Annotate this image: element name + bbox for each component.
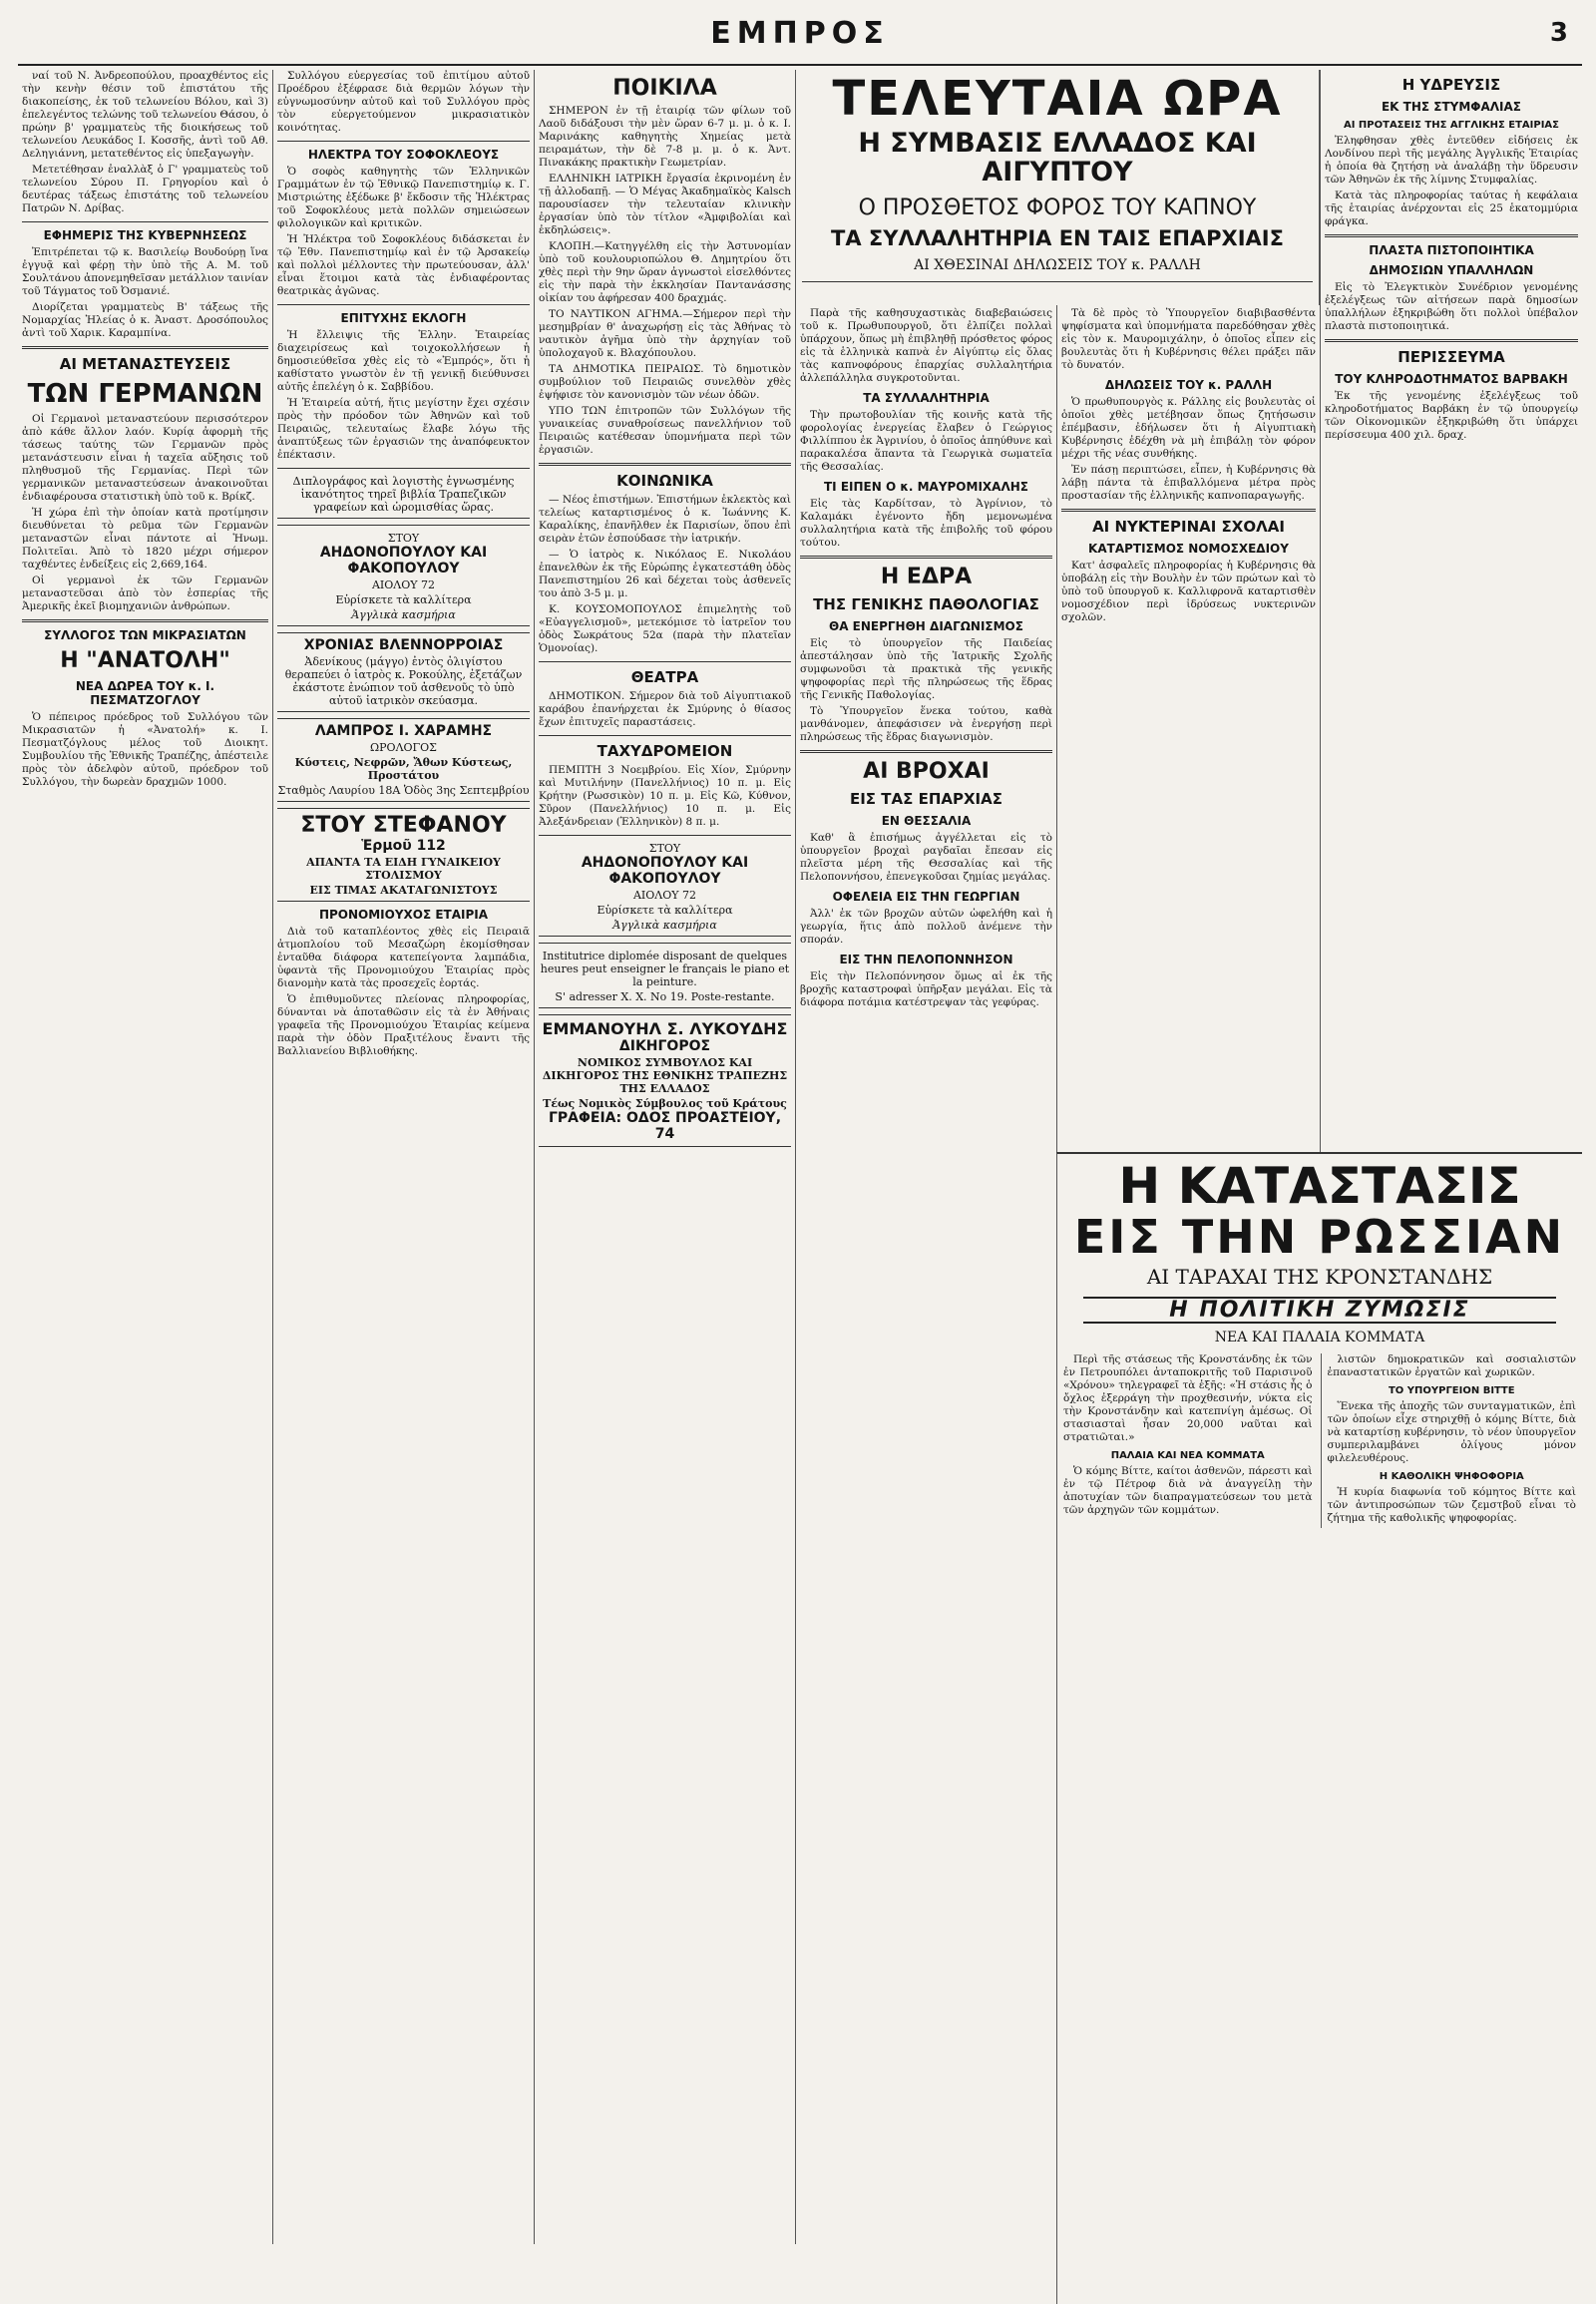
headline-donation: ΝΕΑ ΔΩΡΕΑ ΤΟΥ κ. Ι. ΠΕΣΜΑΤΖΟΓΛΟΥ — [75, 679, 215, 707]
article-text: Τὰ δὲ πρὸς τὸ Ὑπουργεῖον διαβιβασθέντα ψηφίσματα καὶ ὑπομνήματα παρεδόθησαν χθὲς εἰς τὸν κ. Μαυρομιχάλην, ὁ ὁποῖος εἶπεν εἰς βουλευτὰς ὅτι ἡ Κυβέρνησις θέλει πράξει πᾶν τὸ δυνατόν. — [1061, 307, 1316, 371]
advert-title: ΑΗΔΟΝΟΠΟΥΛΟΥ ΚΑΙ ΦΑΚΟΠΟΥΛΟΥ — [319, 545, 488, 576]
article-text: Κ. ΚΟΥΣΟΜΟΠΟΥΛΟΣ ἐπιμελητὴς τοῦ «Εὐαγγελισμοῦ», μετεκόμισε τὸ ἰατρεῖον του ὁδὸς Σωκράτους 52α (παρὰ τὴν πλατεῖαν Ὁμονοίας). — [539, 603, 791, 654]
column-1 — [18, 70, 272, 2244]
advert-doctor — [277, 632, 530, 712]
article-text: ΤΟ ΝΑΥΤΙΚΟΝ ΑΓΗΜΑ.—Σήμερον περὶ τὴν μεσημβρίαν θ' ἀναχωρήσῃ εἰς τὰς Ἀθήνας τὸ ναυτικὸν ἀγῆμα ὑπὸ τὴν ἀρχηγίαν τοῦ ὑπολοχαγοῦ κ. Βλαχόπουλου. — [539, 308, 791, 359]
advert-title: ΧΡΟΝΙΑΣ ΒΛΕΝΝΟΡΡΟΙΑΣ — [303, 637, 504, 653]
columns — [18, 70, 1582, 2244]
advert-address: Ἑρμοῦ 112 — [361, 838, 446, 854]
advert-title: ΕΜΜΑΝΟΥΗΛ Σ. ΛΥΚΟΥΔΗΣ — [542, 1019, 788, 1038]
headline-last-hour: ΤΕΛΕΥΤΑΙΑ ΩΡΑ — [832, 71, 1283, 127]
article-text: Ἐν πάσῃ περιπτώσει, εἶπεν, ἡ Κυβέρνησις θὰ λάβῃ πάντα τὰ ἐπιβαλλόμενα μέτρα πρὸς προστασίαν τῆς ἑλληνικῆς καπνοπαραγωγῆς. — [1061, 464, 1316, 502]
article-text: ΤΑ ΔΗΜΟΤΙΚΑ ΠΕΙΡΑΙΩΣ. Τὸ δημοτικὸν συμβούλιον τοῦ Πειραιῶς συνελθὸν χθὲς ἐψήφισε τὸν κανονισμὸν τῶν νέων ὁδῶν. — [539, 363, 791, 401]
article-text: λιστῶν δημοκρατικῶν καὶ σοσιαλιστῶν ἐπαναστατικῶν ἐργατῶν καὶ χωρικῶν. — [1327, 1352, 1576, 1378]
article-text: Μετετέθησαν ἐναλλὰξ ὁ Γ' γραμματεὺς τοῦ τελωνείου Σύρου Π. Γρηγορίου καὶ ὁ δευτέρας τάξεως ἐπιστάτης τοῦ τελωνείου Πατρῶν Ν. Δρίβας. — [22, 164, 268, 214]
advert-text: ΝΟΜΙΚΟΣ ΣΥΜΒΟΥΛΟΣ ΚΑΙ ΔΙΚΗΓΟΡΟΣ ΤΗΣ ΕΘΝΙΚΗΣ ΤΡΑΠΕΖΗΣ ΤΗΣ ΕΛΛΑΔΟΣ — [542, 1056, 788, 1095]
headline-chair-sub: ΤΗΣ ΓΕΝΙΚΗΣ ΠΑΘΟΛΟΓΙΑΣ — [813, 595, 1039, 613]
advert-title: ΑΗΔΟΝΟΠΟΥΛΟΥ ΚΑΙ ΦΑΚΟΠΟΥΛΟΥ — [581, 855, 749, 887]
headline-forged-certificates: ΠΛΑΣΤΑ ΠΙΣΤΟΠΟΙΗΤΙΚΑ — [1369, 243, 1534, 257]
advert-text: ΑΠΑΝΤΑ ΤΑ ΕΙΔΗ ΓΥΝΑΙΚΕΙΟΥ ΣΤΟΛΙΣΜΟΥ — [306, 856, 501, 882]
article-text: ναί τοῦ Ν. Ἀνδρεοπούλου, προαχθέντος εἰς τὴν κενὴν θέσιν τοῦ ἐπιστάτου τῆς διακοπείσης, ἐκ τοῦ τελωνείου Βόλου, καὶ 3) ἐπελεγέντος τελώνης τοῦ τελωνείου Θάσου, ὁ πρώην β' γραμματεὺς τῆς διοικήσεως τοῦ τελωνείου Λευκάδος Ι. Κοσσῆς, ἀντὶ τοῦ Αθ. Δεληγιάννη, μετατεθέντος εἰς ὑπεξαγωγὴν. — [22, 70, 268, 160]
headline-government-gazette: ΕΦΗΜΕΡΙΣ ΤΗΣ ΚΥΒΕΡΝΗΣΕΩΣ — [43, 228, 247, 242]
headline-universal-suffrage: Η ΚΑΘΟΛΙΚΗ ΨΗΦΟΦΟΡΙΑ — [1379, 1470, 1524, 1482]
headline-witte-ministry: ΤΟ ΥΠΟΥΡΓΕΙΟΝ ΒΙΤΤΕ — [1388, 1384, 1515, 1396]
headline-anatoli: Η "ΑΝΑΤΟΛΗ" — [60, 648, 230, 673]
article-text: Ὁ κόμης Βίττε, καίτοι ἀσθενῶν, πάρεστι καὶ ἐν τῷ Πέτροφ διὰ νὰ ἀναγγείλῃ τὴν ἀποτυχίαν τῶν διαπραγματεύσεων του μετὰ τῶν ἀρχηγῶν τῶν κομμάτων. — [1063, 1464, 1313, 1516]
article-text: Οἱ γερμανοὶ ἐκ τῶν Γερμανῶν μεταναστεῦσαι ἀπὸ τὸν ἑσπερίας τῆς Ἀμερικῆς ἐκεῖ βιομηχανιῶν ἀνθρώπων. — [22, 575, 268, 612]
article-text: Ἐληφθησαν χθὲς ἐντεῦθεν εἰδήσεις ἐκ Λονδίνου περὶ τῆς μεγάλης Ἀγγλικῆς Ἑταιρίας ἡ ὁποία θὰ ζητήσῃ νὰ ἀναλάβῃ τὴν ὕδρευσιν τῶν Ἀθηνῶν ἐκ τῆς λίμνης Στυμφαλίας. — [1325, 135, 1578, 186]
article-text: ΚΛΟΠΗ.—Κατηγγέλθη εἰς τὴν Ἀστυνομίαν ὑπὸ τοῦ κουλουριοπώλου Θ. Δημητρίου ὅτι χθὲς περὶ τὴν 9ην ὥραν ἀγνωστοὶ εἰσελθόντες εἰς τὴν παρὰ τὴν ἐκκλησίαν Παντανάσσης οἰκίαν του ἀφήρεσαν 400 δραχμάς. — [539, 240, 791, 304]
headline-agriculture: ΟΦΕΛΕΙΑ ΕΙΣ ΤΗΝ ΓΕΩΡΓΙΑΝ — [832, 890, 1020, 904]
headline-mavromichalis: ΤΙ ΕΙΠΕΝ Ο κ. ΜΑΥΡΟΜΙΧΑΛΗΣ — [824, 480, 1028, 494]
column-3 — [534, 70, 795, 2244]
headline-rains-sub-2: ΕΝ ΘΕΣΣΑΛΙΑ — [881, 814, 972, 828]
advert-text: Ἀδενίκους (μάγγο) ἐντὸς ὀλιγίστου θεραπεύει ὁ ἰατρὸς κ. Ροκούλης, ἐξετάζων ἐκάστοτε ἐνώπιον τοῦ ἀσθενοῦς τὸ ὑπὸ αὐτοῦ ἰατρικὸν σκεύασμα. — [284, 655, 523, 707]
headline-water-supply-sub: ΕΚ ΤΗΣ ΣΤΥΜΦΑΛΙΑΣ — [1381, 100, 1521, 114]
headline-society: ΚΟΙΝΩΝΙΚΑ — [616, 472, 713, 490]
headline-rains-sub: ΕΙΣ ΤΑΣ ΕΠΑΡΧΙΑΣ — [849, 790, 1002, 808]
advert-subtitle: ΩΡΟΛΟΓΟΣ — [370, 741, 437, 754]
headline-kronstadt: ΑΙ ΤΑΡΑΧΑΙ ΤΗΣ ΚΡΟΝΣΤΑΝΔΗΣ — [1146, 1264, 1493, 1289]
advert-text: S' adresser X. X. No 19. Poste-restante. — [555, 990, 775, 1003]
headline-water-supply: Η ΥΔΡΕΥΣΙΣ — [1401, 76, 1501, 94]
advert-address: Σταθμὸς Λαυρίου 18Α Ὁδὸς 3ης Σεπτεμβρίου — [277, 784, 530, 797]
headline-german-emigration: ΑΙ ΜΕΤΑΝΑΣΤΕΥΣΕΙΣ — [59, 355, 231, 373]
article-text: Οἱ Γερμανοὶ μεταναστεύουν περισσότερον ἀπὸ κάθε ἄλλον λαόν. Κυρίᾳ ἀφορμὴ τῆς τάσεως ταύτης τῶν Γερμανῶν πρὸς μετανάστευσιν εἶναι ἡ ταχεῖα αὔξησις τοῦ πληθυσμοῦ τῆς Γερμανίας. Περὶ τῶν γερμανικῶν μεταναστεύσεων ἀνακοινοῦται ἐνδιαφέρουσα στατιστικὴ ὑπὸ τοῦ κ. Βρίκζ. — [22, 413, 268, 503]
article-text: Περὶ τῆς στάσεως τῆς Κρονστάνδης ἐκ τῶν ἐν Πετρουπόλει ἀνταποκριτῆς τοῦ Παρισινοῦ «Χρόνου» τηλεγραφεῖ τὰ ἑξῆς: «Ἡ στάσις ἧς ὁ ὄχλος ἐξερράγη τὴν προχθεσινήν, νύκτα εἰς τὴν Κρονστάνδην καὶ κατεπνίγη ἀμέσως. Οἱ στασιασταὶ ἦσαν 20,000 ναῦται καὶ στρατιῶται.» — [1063, 1352, 1313, 1443]
advert-text: Διπλογράφος καὶ λογιστὴς ἐγνωσμένης ἱκανότητος τηρεῖ βιβλία Τραπεζικῶν γραφείων καὶ ὡρομισθίας ὥρας. — [292, 475, 515, 514]
advert-text: Τέως Νομικὸς Σύμβουλος τοῦ Κράτους — [543, 1097, 787, 1110]
article-text: Ὁ πέπειρος πρόεδρος τοῦ Συλλόγου τῶν Μικρασιατῶν ἡ «Ἀνατολή» κ. Ι. Πεσματζόγλους μέλος τοῦ Διοικητ. Συμβουλίου τῆς Ἐθνικῆς Τραπέζης, ἀπέστειλε πρὸς τὸν ἀδελφὸν αὐτοῦ, πρόεδρον τοῦ Συλλόγου, τὴν δωρεὰν δραχμῶν 1000. — [22, 711, 268, 788]
article-text: Ἡ Ἠλέκτρα τοῦ Σοφοκλέους διδάσκεται ἐν τῷ Ἐθν. Πανεπιστημίῳ καὶ ἐν τῷ Ἀρσακείῳ καὶ πολλοὶ μέλλοντες τὴν πρωτεύουσαν, ἀλλ' εἶναι ἕτοιμοι κατὰ τὰς ἐνδιαφέροντας θεατρικὰς ἀγῶνας. — [277, 233, 530, 297]
headline-election: ΕΠΙΤΥΧΗΣ ΕΚΛΟΓΗ — [340, 311, 467, 325]
article-text: — Ὁ ἰατρὸς κ. Νικόλαος Ε. Νικολάου ἐπανελθὼν ἐκ τῆς Εὐρώπης ἐγκατεστάθη ὁδὸς Πανεπιστημίου 26 καὶ δέχεται τοὺς ἀσθενεῖς του ἀπὸ 3-5 μ. μ. — [539, 549, 791, 599]
article-text: ΠΕΜΠΤΗ 3 Νοεμβρίου. Εἰς Χίον, Σμύρνην καὶ Μυτιλήνην (Πανελλήνιος) 10 π. μ. Εἰς Κρήτην (Ρωσσικὸν) 10 π. μ. Εἰς Κῶ, Κύθνον, Σῦρον (Πανελλήνιος) 10 π. μ. Εἰς Ἀλεξάνδρειαν (Ἑλληνικὸν) 8 π. μ. — [539, 764, 791, 828]
headline-asia-minor-society: ΣΥΛΛΟΓΟΣ ΤΩΝ ΜΙΚΡΑΣΙΑΤΩΝ — [44, 628, 246, 642]
headline-night-schools: ΑΙ ΝΥΚΤΕΡΙΝΑΙ ΣΧΟΛΑΙ — [1092, 518, 1285, 536]
article-text: Ὁ ἐπιθυμοῦντες πλείονας πληροφορίας, δύνανται νὰ ἀποταθῶσιν εἰς τὰ ἐν Ἀθήναις γραφεῖα τῆς Προνομιούχου Ἑταιρίας κείμενα παρὰ τὴν ὁδὸν Πραξιτέλους ἔναντι τῆς Βαλλιανείου Βιβλιοθήκης. — [277, 993, 530, 1057]
headline-old-new-parties: ΠΑΛΑΙΑ ΚΑΙ ΝΕΑ ΚΟΜΜΑΤΑ — [1110, 1449, 1265, 1461]
headline-parties: ΝΕΑ ΚΑΙ ΠΑΛΑΙΑ ΚΟΜΜΑΤΑ — [1214, 1329, 1425, 1345]
headline-electra: ΗΛΕΚΤΡΑ ΤΟΥ ΣΟΦΟΚΛΕΟΥΣ — [307, 148, 500, 162]
article-text: Ἡ ἔλλειψις τῆς Ἑλλην. Ἑταιρείας διαχειρίσεως καὶ τοιχοκολλήσεων ἡ δημοσιεύθεῖσα χθὲς εἰς τὸ «Ἐμπρός», ὅτι ἡ καθίστατο γνωστὸν ἐν τῇ γενικῇ διεύθυνσει αὐτῆς ἐπελέγη ὁ κ. Σαββίδου. — [277, 329, 530, 393]
headline-convention: Η ΣΥΜΒΑΣΙΣ ΕΛΛΑΔΟΣ ΚΑΙ ΑΙΓΥΠΤΟΥ — [858, 128, 1257, 188]
headline-chair: Η ΕΔΡΑ — [880, 565, 973, 589]
article-text: Τὴν πρωτοβουλίαν τῆς κοινῆς κατὰ τῆς φορολογίας ἐνεργείας ἔλαβεν ὁ Γεώργιος Φιλλίππου ἐκ Ἀγρινίου, ὁ ὁποῖος ἀπηύθυνε καὶ παρακαλέσα ἅπαντα τὰ Γεωργικὰ σωματεῖα τῆς Θεσσαλίας. — [800, 409, 1052, 473]
article-text: Κατὰ τὰς πληροφορίας ταύτας ἡ κεφάλαια τῆς ἑταιρίας ἀνέρχονται εἰς 25 ἑκατομμύρια φράγκα. — [1325, 190, 1578, 227]
headline-miscellany: ΠΟΙΚΙΛΑ — [612, 76, 717, 101]
article-text: Ἐκ τῆς γενομένης ἐξελέγξεως τοῦ κληροδοτήματος Βαρβάκη ἐν τῷ ὑπουργείῳ τῶν Οἰκονομικῶν ἐξηκριβώθη ὅτι ὑπάρχει περίσσευμα 400 χιλ. δραχ. — [1325, 390, 1578, 441]
advert-stefanou — [277, 808, 530, 902]
article-text: Εἰς τὴν Πελοπόννησον ὅμως αἱ ἐκ τῆς βροχῆς καταστροφαὶ ὑπῆρξαν μεγάλαι. Εἰς τὰ διάφορα ποτάμια κατέστρεψαν τὰς γεφύρας. — [800, 970, 1052, 1008]
article-text: Τὸ Ὑπουργεῖον ἕνεκα τούτου, καθὰ μανθάνομεν, ἀπεφάσισεν νὰ ἐνεργήσῃ περὶ πληρώσεως τῆς ἕδρας διαγωνισμὸν. — [800, 705, 1052, 743]
article-text: Ἡ Ἑταιρεία αὐτή, ἥτις μεγίστην ἔχει σχέσιν πρὸς τὴν πρόοδον τῶν Ἀθηνῶν καὶ τοῦ Πειραιῶς, τελευταίως ἔλαβε λόγω τῆς ἀναπτύξεως τῶν ἐργασιῶν της ἀναπόφευκτον ἐπέκτασιν. — [277, 397, 530, 461]
article-text: ΥΠΟ ΤΩΝ ἐπιτροπῶν τῶν Συλλόγων τῆς γυναικείας συναθροίσεως πανελλήνιον τοῦ Πειραιῶς κατέθεσαν ὑπομνήματα περὶ τῶν ἐργασιῶν. — [539, 405, 791, 456]
article-text: Ὁ πρωθυπουργὸς κ. Ράλλης εἰς βουλευτὰς οἱ ὁποῖοι χθὲς μετέβησαν ὅπως ζητήσωσιν ἐπέμβασιν, ἐδήλωσεν ὅτι ἡ Αἰγυπτιακὴ Κυβέρνησις ἐδέχθη νὰ μὴ ἐπιβάλῃ τὸν φόρον μέχρι τῆς νέας συνθήκης. — [1061, 396, 1316, 460]
headline-russia: ΕΙΣ ΤΗΝ ΡΩΣΣΙΑΝ — [1073, 1209, 1566, 1264]
headline-rains: ΑΙ ΒΡΟΧΑΙ — [863, 759, 990, 784]
masthead — [18, 10, 1582, 66]
article-text: Ἕνεκα τῆς ἀποχῆς τῶν συνταγματικῶν, ἐπὶ τῶν ὁποίων εἶχε στηριχθῇ ὁ κόμης Βίττε, διὰ νὰ καταρτίσῃ κυβέρνησιν, τὸ νέον ὑπουργεῖον συμπεριλαμβάνει ὀλίγους μόνον φιλελευθέρους. — [1327, 1399, 1576, 1464]
article-text: Συλλόγου εὐεργεσίας τοῦ ἐπιτίμου αὐτοῦ Προέδρου ἐξέφρασε διὰ θερμῶν λόγων τὴν εὐγνωμοσύνην αὐτοῦ καὶ τοῦ Συλλόγου πρὸς τὸν εὐεργετούμενον μικρασιατικὸν κοινότητας. — [277, 70, 530, 134]
article-text: ΕΛΛΗΝΙΚΗ ΙΑΤΡΙΚΗ ἔργασία ἐκρινομένη ἐν τῇ ἀλλοδαπῇ. — Ὁ Μέγας Ἀκαδημαϊκὸς Kalsch παρουσίασεν τὴν τελευταίαν κλινικὴν ἐργασίαν ὑπὸ τὸν τίτλον «Ἀμφιβολίαι καὶ ἐκδηλώσεις». — [539, 173, 791, 236]
article-text: Ἡ χώρα ἐπὶ τὴν ὁποίαν κατὰ προτίμησιν διευθύνεται τὸ ρεῦμα τῶν Γερμανῶν μεταναστῶν εἶναι πάντοτε αἱ Ἡνωμ. Πολιτεῖαι. Ἀπὸ τὸ 1820 μέχρι σήμερον ταχθέντες ἐνδείξεις εἰς 2,669,164. — [22, 507, 268, 571]
article-text: Εἰς τὸ Ἐλεγκτικὸν Συνέδριον γενομένης ἐξελέγξεως τῶν αἰτήσεων παρὰ δημοσίων ὑπαλλήλων ἐξηκριβώθη ὅτι πολλοὶ ὑπέβαλον πλαστὰ πιστοποιητικά. — [1325, 281, 1578, 332]
article-text: Διὰ τοῦ καταπλέοντος χθὲς εἰς Πειραιᾶ ἀτμοπλοίου τοῦ Μεσαζώρη ἐκομίσθησαν ἐνταῦθα διάφορα κατεπείγοντα λαμπάδια, ὑφαντὰ τῆς Προνομιούχου Ἑταιρίας πρὸς διανομὴν κατὰ τὰς προσεχεῖς ἑορτάς. — [277, 926, 530, 989]
russia-block — [1056, 1152, 1582, 2304]
column-2 — [272, 70, 534, 2244]
headline-water-supply-sub-2: ΑΙ ΠΡΟΤΑΣΕΙΣ ΤΗΣ ΑΓΓΛΙΚΗΣ ΕΤΑΙΡΙΑΣ — [1343, 120, 1559, 131]
advert-text: Institutrice diplomée disposant de quelques heures peut enseigner le français le piano et la peinture. — [540, 950, 790, 988]
advert-text: ΕΙΣ ΤΙΜΑΣ ΑΚΑΤΑΓΩΝΙΣΤΟΥΣ — [309, 884, 498, 897]
article-text: ΣΗΜΕΡΟΝ ἐν τῇ ἑταιρίᾳ τῶν φίλων τοῦ Λαοῦ διδάξουσι τὴν μὲν ὥραν 6-7 μ. μ. ὁ κ. Ι. Μαρινάκης καθηγητὴς Χημείας μετὰ πειραμάτων, τὴν δὲ 7-8 μ. μ. ὁ κ. Ἀντ. Πινακάκης πρακτικὴν Γεωμετρίαν. — [539, 105, 791, 169]
headline-situation: Η ΚΑΤΑΣΤΑΣΙΣ — [1118, 1157, 1521, 1215]
page-number: 3 — [1549, 18, 1568, 48]
advert-title: ΛΑΜΠΡΟΣ Ι. ΧΑΡΑΜΗΣ — [314, 723, 493, 739]
headline-peloponnese: ΕΙΣ ΤΗΝ ΠΕΛΟΠΟΝΝΗΣΟΝ — [839, 953, 1013, 966]
article-text: Ὁ σοφὸς καθηγητὴς τῶν Ἑλληνικῶν Γραμμάτων ἐν τῷ Ἐθνικῷ Πανεπιστημίῳ κ. Γ. Μιστριώτης ἐξέδωκε β' ἔκδοσιν τῆς Ἠλέκτρας τοῦ Σοφοκλέους μετὰ πολλῶν σημειώσεων φιλολογικῶν καὶ κριτικῶν. — [277, 166, 530, 229]
headline-provinces-rallies: ΤΑ ΣΥΛΛΑΛΗΤΗΡΙΑ ΕΝ ΤΑΙΣ ΕΠΑΡΧΙΑΙΣ — [831, 226, 1284, 251]
article-text: — Νέος ἐπιστήμων. Ἐπιστήμων ἐκλεκτὸς καὶ τελείως καταρτισμένος ὁ κ. Ἰωάννης Κ. Καραλίκης, ἐπανῆλθεν ἐκ Παρισίων, ὅπου ἐπὶ σειρὰν ἐτῶν ἐσπούδασε τὴν ἰατρικήν. — [539, 494, 791, 545]
headline-rallis: ΑΙ ΧΘΕΣΙΝΑΙ ΔΗΛΩΣΕΙΣ ΤΟΥ κ. ΡΑΛΛΗ — [914, 257, 1201, 274]
newspaper-page — [18, 10, 1582, 2244]
advert-text: ΣΤΟΥ — [648, 842, 681, 855]
headline-forged-certificates-sub: ΔΗΜΟΣΙΩΝ ΥΠΑΛΛΗΛΩΝ — [1369, 263, 1534, 277]
headline-surplus-sub: ΤΟΥ ΚΛΗΡΟΔΟΤΗΜΑΤΟΣ ΒΑΡΒΑΚΗ — [1335, 372, 1568, 386]
article-text: Παρὰ τῆς καθησυχαστικὰς διαβεβαιώσεις τοῦ κ. Πρωθυπουργοῦ, ὅτι ἐλπίζει πολλαὶ ὑπάρχουν, ὅπως μὴ ἐπιβληθῇ πρόσθετος φόρος εἰς τὰ ἑλληνικὰ καπνὰ ἐν Αἰγύπτῳ εἰς ὅλας τὰς καπνοφόρους ἐπαρχίας συλλαλητήρια ἀλλεπάλληλα συγκροτοῦνται. — [800, 307, 1052, 384]
article-text: Ἀλλ' ἐκ τῶν βροχῶν αὐτῶν ὠφελήθη καὶ ἡ γεωργία, ἥτις ἀπὸ πολλοῦ ἀνέμενε τὴν σποράν. — [800, 908, 1052, 946]
headline-surplus: ΠΕΡΙΣΣΕΥΜΑ — [1397, 348, 1505, 366]
advert-institutrice — [539, 943, 791, 1008]
advert-address: ΑΙΟΛΟΥ 72 — [632, 889, 697, 902]
article-text: Διορίζεται γραμματεὺς Β' τάξεως τῆς Νομαρχίας Ἠλείας ὁ κ. Ἀναστ. Δροσόπουλος ἀντὶ τοῦ Χαρικ. Καραμπίνα. — [22, 301, 268, 339]
advert-address: ΓΡΑΦΕΙΑ: ΟΔΟΣ ΠΡΟΑΣΤΕΙΟΥ, 74 — [548, 1110, 782, 1142]
advert-lawyer — [539, 1014, 791, 1147]
article-text: Ἐπιτρέπεται τῷ κ. Βασιλείῳ Βουδούρῃ ἵνα ἐγγυᾷ καὶ φέρῃ τὴν ὑπὸ τῆς Α. Μ. τοῦ Σουλτάνου ἀπονεμηθεῖσαν μετάλλιον ταινίαν τοῦ Τάγματος τοῦ Ὀσμανιέ. — [22, 246, 268, 297]
top-banner — [795, 70, 1320, 305]
advert-title: ΣΤΟΥ ΣΤΕΦΑΝΟΥ — [300, 813, 507, 838]
advert-cashmere — [277, 525, 530, 626]
advert-subtitle: ΔΙΚΗΓΟΡΟΣ — [618, 1038, 711, 1054]
headline-chair-sub-2: ΘΑ ΕΝΕΡΓΗΘΗ ΔΙΑΓΩΝΙΣΜΟΣ — [829, 619, 1023, 633]
advert-text: Κύστεις, Νεφρῶν, Ἄθων Κύστεως, Προστάτου — [294, 756, 513, 782]
headline-german-emigration-sub: ΤΩΝ ΓΕΡΜΑΝΩΝ — [27, 379, 263, 409]
headline-privileged-company: ΠΡΟΝΟΜΙΟΥΧΟΣ ΕΤΑΙΡΙΑ — [318, 908, 489, 922]
advert-text: ΣΤΟΥ — [387, 532, 420, 545]
advert-text: Εὑρίσκετε τὰ καλλίτερα — [335, 593, 472, 606]
headline-rallis-statements: ΔΗΛΩΣΕΙΣ ΤΟΥ κ. ΡΑΛΛΗ — [1104, 378, 1273, 392]
advert-address: ΑΙΟΛΟΥ 72 — [371, 578, 436, 591]
advert-text: Εὑρίσκετε τὰ καλλίτερα — [597, 904, 733, 917]
advert-cashmere-2 — [539, 835, 791, 937]
advert-text: Ἀγγλικὰ κασμήρια — [351, 608, 456, 621]
newspaper-title: ΕΜΠΡΟΣ — [710, 16, 890, 51]
headline-theatres: ΘΕΑΤΡΑ — [630, 668, 699, 686]
headline-political-ferment: Η ΠΟΛΙΤΙΚΗ ΖΥΜΩΣΙΣ — [1083, 1297, 1556, 1324]
headline-post: ΤΑΧΥΔΡΟΜΕΙΟΝ — [597, 742, 733, 760]
article-text: Καθ' ἃ ἐπισήμως ἀγγέλλεται εἰς τὸ ὑπουργεῖον βροχαὶ ραγδαῖαι ἔπεσαν εἰς πλεῖστα μέρη τῆς Θεσσαλίας καὶ τῆς Πελοποννήσου, ἐπενεγκοῦσαι ζημίας μεγάλας. — [800, 832, 1052, 883]
article-text: Ἡ κυρία διαφωνία τοῦ κόμητος Βίττε καὶ τῶν ἀντιπροσώπων τῶν ζεμστβοῦ εἶναι τὸ ζήτημα τῆς καθολικῆς ψηφοφορίας. — [1327, 1485, 1576, 1524]
advert-watchmaker — [277, 718, 530, 802]
headline-tobacco-tax: Ο ΠΡΟΣΘΕΤΟΣ ΦΟΡΟΣ ΤΟΥ ΚΑΠΝΟΥ — [858, 195, 1257, 221]
article-text: Εἰς τὸ ὑπουργεῖον τῆς Παιδείας ἀπεστάλησαν ὑπὸ τῆς Ἰατρικῆς Σχολῆς συμφωνοῦσι τὰ πρακτικὰ τῆς γενικῆς ψηφοφορίας περὶ τῆς πληρώσεως τῆς ἕδρας τῆς Γενικῆς Παθολογίας. — [800, 637, 1052, 701]
advert-accountant — [277, 468, 530, 519]
advert-text: Ἀγγλικὰ κασμήρια — [612, 919, 717, 932]
headline-rallies: ΤΑ ΣΥΛΛΑΛΗΤΗΡΙΑ — [863, 391, 990, 405]
article-text: ΔΗΜΟΤΙΚΟΝ. Σήμερον διὰ τοῦ Αἰγυπτιακοῦ καράβου ἐπανήρχεται ἐκ Σμύρνης ὁ θίασος ἔχων ἐπιτυχεῖς παραστάσεις. — [539, 690, 791, 728]
headline-night-schools-sub: ΚΑΤΑΡΤΙΣΜΟΣ ΝΟΜΟΣΧΕΔΙΟΥ — [1088, 542, 1289, 556]
column-4 — [795, 70, 1056, 2244]
article-text: Εἰς τὰς Καρδίτσαν, τὸ Ἀγρίνιον, τὸ Καλαμάκι ἐγένοντο ἤδη μεμονωμένα συλλαλητήρια κατὰ τῆς ἐπιβολῆς τοῦ φόρου τούτου. — [800, 498, 1052, 549]
article-text: Κατ' ἀσφαλεῖς πληροφορίας ἡ Κυβέρνησις θὰ ὑποβάλῃ εἰς τὴν Βουλὴν ἐν τῶν πρώτων καὶ τὸ ὑπὸ τοῦ ὑπουργοῦ κ. Καλλιφρονᾶ καταρτισθὲν νομοσχέδιον περὶ ἱδρύσεως νυκτερινῶν σχολῶν. — [1061, 560, 1316, 623]
